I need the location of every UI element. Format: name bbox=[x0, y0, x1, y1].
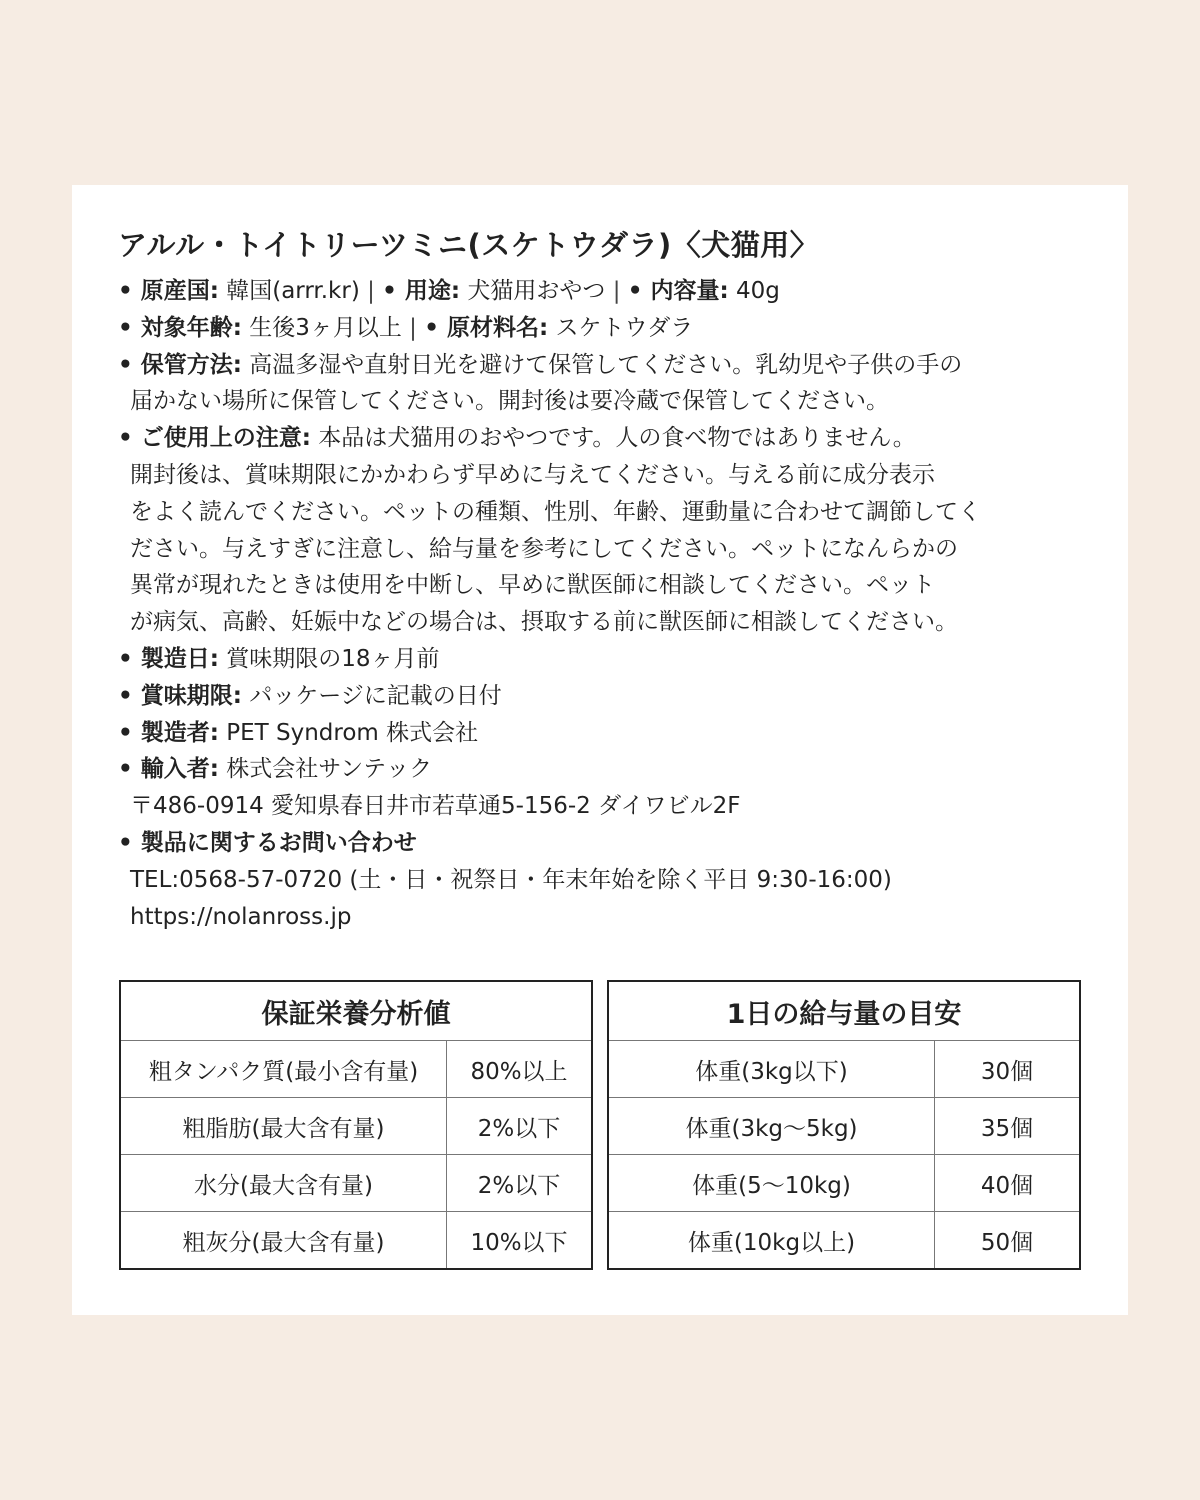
table-row bbox=[120, 1098, 592, 1155]
maker-value: PET Syndrom 株式会社 bbox=[218, 719, 479, 746]
caution-label: • ご使用上の注意: bbox=[118, 425, 311, 452]
table-row bbox=[608, 1098, 1080, 1155]
contact-label: • 製品に関するお問い合わせ bbox=[118, 829, 417, 856]
contact-url[interactable]: https://nolanross.jp bbox=[130, 903, 352, 930]
storage-text-continued: 届かない場所に保管してください。開封後は要冷蔵で保管してください。 bbox=[130, 388, 889, 415]
feeding-amount: 35個 bbox=[935, 1098, 1081, 1155]
feeding-weight: 体重(5〜10kg) bbox=[608, 1155, 935, 1212]
use-value: 犬猫用おやつ bbox=[460, 278, 606, 304]
product-info-card bbox=[72, 185, 1128, 1315]
feeding-amount: 40個 bbox=[935, 1155, 1081, 1212]
info-origin-line bbox=[118, 273, 1078, 310]
separator: | bbox=[401, 314, 425, 341]
importer-value: 株式会社サンテック bbox=[218, 756, 433, 783]
feeding-weight: 体重(10kg以上) bbox=[608, 1212, 935, 1270]
importer-address: 〒486-0914 愛知県春日井市若草通5-156-2 ダイワビル2F bbox=[130, 793, 741, 820]
info-age-line bbox=[118, 310, 1078, 347]
nutrient-value: 2%以下 bbox=[447, 1098, 593, 1155]
info-caution-line bbox=[118, 420, 1078, 457]
caution-text-continued: をよく読んでください。ペットの種類、性別、年齢、運動量に合わせて調節してく bbox=[130, 498, 981, 525]
age-label: • 対象年齢: bbox=[118, 314, 242, 341]
table-row bbox=[608, 1212, 1080, 1270]
storage-text: 高温多湿や直射日光を避けて保管してください。乳幼児や子供の手の bbox=[241, 351, 963, 378]
separator: | bbox=[359, 278, 383, 304]
caution-text-continued: 異常が現れたときは使用を中断し、早めに獣医師に相談してください。ペット bbox=[130, 572, 935, 599]
ingredient-value: スケトウダラ bbox=[548, 314, 694, 341]
nutrient-value: 2%以下 bbox=[447, 1155, 593, 1212]
caution-text-continued: ださい。与えすぎに注意し、給与量を参考にしてください。ペットになんらかの bbox=[130, 535, 958, 562]
maker-label: • 製造者: bbox=[118, 719, 219, 746]
info-storage-line bbox=[118, 347, 1078, 384]
ingredient-label: • 原材料名: bbox=[424, 314, 549, 341]
table-row bbox=[120, 1212, 592, 1270]
mfgdate-value: 賞味期限の18ヶ月前 bbox=[218, 645, 440, 672]
caution-text: 本品は犬猫用のおやつです。人の食べ物ではありません。 bbox=[310, 425, 916, 452]
table-row bbox=[608, 1155, 1080, 1212]
feeding-amount: 30個 bbox=[935, 1041, 1081, 1098]
info-maker-line bbox=[118, 715, 1078, 752]
content-value: 40g bbox=[728, 278, 780, 304]
storage-label: • 保管方法: bbox=[118, 351, 242, 378]
expiry-value: パッケージに記載の日付 bbox=[241, 682, 502, 709]
nutrient-name: 粗タンパク質(最小含有量) bbox=[120, 1041, 447, 1098]
use-label: • 用途: bbox=[382, 278, 461, 304]
info-mfgdate-line bbox=[118, 641, 1078, 678]
contact-tel: TEL:0568-57-0720 (土・日・祝祭日・年末年始を除く平日 9:30-16:00) bbox=[130, 866, 892, 893]
origin-value: 韓国(arrr.kr) bbox=[218, 278, 360, 304]
table-row bbox=[120, 1155, 592, 1212]
nutrient-name: 粗脂肪(最大含有量) bbox=[120, 1098, 447, 1155]
separator: | bbox=[605, 278, 628, 304]
content-label: • 内容量: bbox=[627, 278, 729, 304]
info-importer-line bbox=[118, 751, 1078, 788]
table-row bbox=[608, 1041, 1080, 1098]
nutrition-table bbox=[119, 980, 593, 1270]
feeding-weight: 体重(3kg〜5kg) bbox=[608, 1098, 935, 1155]
feeding-table bbox=[607, 980, 1081, 1270]
feeding-weight: 体重(3kg以下) bbox=[608, 1041, 935, 1098]
age-value: 生後3ヶ月以上 bbox=[241, 314, 402, 341]
product-info-list bbox=[118, 273, 1078, 935]
caution-text-continued: が病気、高齢、妊娠中などの場合は、摂取する前に獣医師に相談してください。 bbox=[130, 609, 958, 636]
expiry-label: • 賞味期限: bbox=[118, 682, 242, 709]
product-title: アルル・トイトリーツミニ(スケトウダラ)〈犬猫用〉 bbox=[118, 228, 820, 262]
caution-text-continued: 開封後は、賞味期限にかかわらず早めに与えてください。与える前に成分表示 bbox=[130, 461, 935, 488]
importer-label: • 輸入者: bbox=[118, 756, 219, 783]
nutrient-name: 粗灰分(最大含有量) bbox=[120, 1212, 447, 1270]
origin-label: • 原産国: bbox=[118, 278, 219, 304]
nutrient-value: 10%以下 bbox=[447, 1212, 593, 1270]
nutrition-header: 保証栄養分析値 bbox=[120, 981, 592, 1041]
table-row bbox=[120, 1041, 592, 1098]
mfgdate-label: • 製造日: bbox=[118, 645, 219, 672]
nutrient-name: 水分(最大含有量) bbox=[120, 1155, 447, 1212]
info-expiry-line bbox=[118, 678, 1078, 715]
nutrient-value: 80%以上 bbox=[447, 1041, 593, 1098]
feeding-header: 1日の給与量の目安 bbox=[608, 981, 1080, 1041]
feeding-amount: 50個 bbox=[935, 1212, 1081, 1270]
